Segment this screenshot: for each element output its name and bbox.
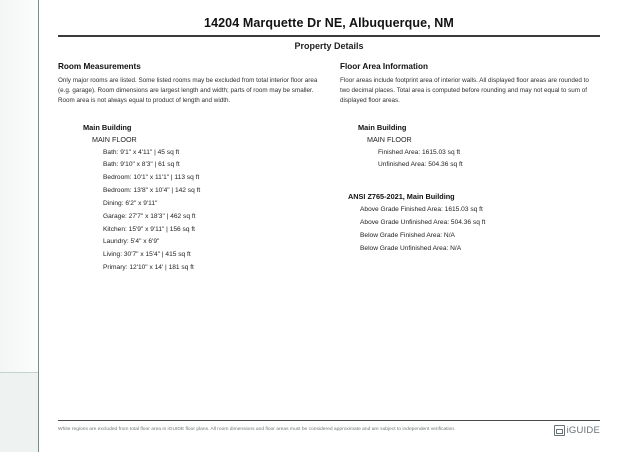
floor-label: MAIN FLOOR bbox=[92, 134, 137, 144]
scan-hairline bbox=[0, 372, 38, 373]
ansi-standard-section bbox=[340, 192, 600, 255]
room-entry: Garage: 27'7" x 18'3" | 462 sq ft bbox=[103, 212, 196, 220]
area-entry: Unfinished Area: 504.36 sq ft bbox=[378, 161, 463, 169]
content-columns bbox=[58, 62, 600, 275]
page-title: 14204 Marquette Dr NE, Albuquerque, NM bbox=[204, 16, 454, 30]
area-entry: Finished Area: 1615.03 sq ft bbox=[378, 148, 461, 156]
floor-label: MAIN FLOOR bbox=[367, 134, 412, 144]
room-measurements-main-building bbox=[58, 123, 318, 275]
building-label: Main Building bbox=[83, 122, 132, 132]
room-measurements-heading: Room Measurements bbox=[58, 62, 141, 71]
footer-disclaimer: White regions are excluded from total floor area in iGUIDE floor plans. All room dimensions and floor areas must be considered approximate and are subject to independent verification. bbox=[58, 427, 456, 433]
room-entry: Living: 30'7" x 15'4" | 415 sq ft bbox=[103, 251, 191, 259]
footer-divider bbox=[58, 420, 600, 421]
camera-icon bbox=[554, 425, 565, 436]
scan-artifact-bottom-left bbox=[0, 372, 38, 452]
page-subtitle: Property Details bbox=[294, 41, 364, 51]
ansi-area-entry: Above Grade Finished Area: 1615.03 sq ft bbox=[360, 206, 483, 214]
room-entry: Dining: 6'2" x 9'11" bbox=[103, 199, 158, 207]
floor-area-section bbox=[340, 62, 600, 275]
room-measurements-disclaimer: Only major rooms are listed. Some listed rooms may be excluded from total interior floor area (e.g. garage). Room dimensions are largest length and width; parts of room may be smaller. Room area is not always equal to product of length and width. bbox=[58, 77, 318, 105]
ansi-area-entry: Above Grade Unfinished Area: 504.36 sq ft bbox=[360, 219, 486, 227]
room-measurements-section bbox=[58, 62, 318, 275]
room-entry: Primary: 12'10" x 14' | 181 sq ft bbox=[103, 264, 194, 272]
document-header bbox=[58, 16, 600, 51]
page-edge-line bbox=[38, 0, 39, 452]
title-divider bbox=[58, 35, 600, 37]
brand-name: iGUIDE bbox=[566, 425, 600, 436]
room-entry: Bedroom: 13'8" x 10'4" | 142 sq ft bbox=[103, 187, 201, 195]
room-entry: Kitchen: 15'9" x 9'11" | 156 sq ft bbox=[103, 225, 195, 233]
room-entry: Laundry: 5'4" x 6'9" bbox=[103, 238, 160, 246]
document-footer bbox=[58, 420, 600, 436]
ansi-area-entry: Below Grade Finished Area: N/A bbox=[360, 231, 455, 239]
ansi-heading: ANSI Z765-2021, Main Building bbox=[348, 192, 455, 202]
floor-area-main-building bbox=[340, 123, 600, 173]
floor-area-heading: Floor Area Information bbox=[340, 62, 428, 71]
room-entry: Bath: 9'1" x 4'11" | 45 sq ft bbox=[103, 148, 180, 156]
iguide-logo bbox=[554, 425, 600, 436]
floor-area-disclaimer: Floor areas include footprint area of interior walls. All displayed floor areas are rounded to two decimal places. Total area is computed before rounding and may not equal to sum of displayed floor areas. bbox=[340, 77, 589, 105]
room-entry: Bedroom: 10'1" x 11'1" | 113 sq ft bbox=[103, 174, 200, 182]
ansi-area-entry: Below Grade Unfinished Area: N/A bbox=[360, 244, 462, 252]
footer-row bbox=[58, 425, 600, 436]
building-label: Main Building bbox=[358, 122, 407, 132]
room-entry: Bath: 9'10" x 8'3" | 61 sq ft bbox=[103, 161, 180, 169]
